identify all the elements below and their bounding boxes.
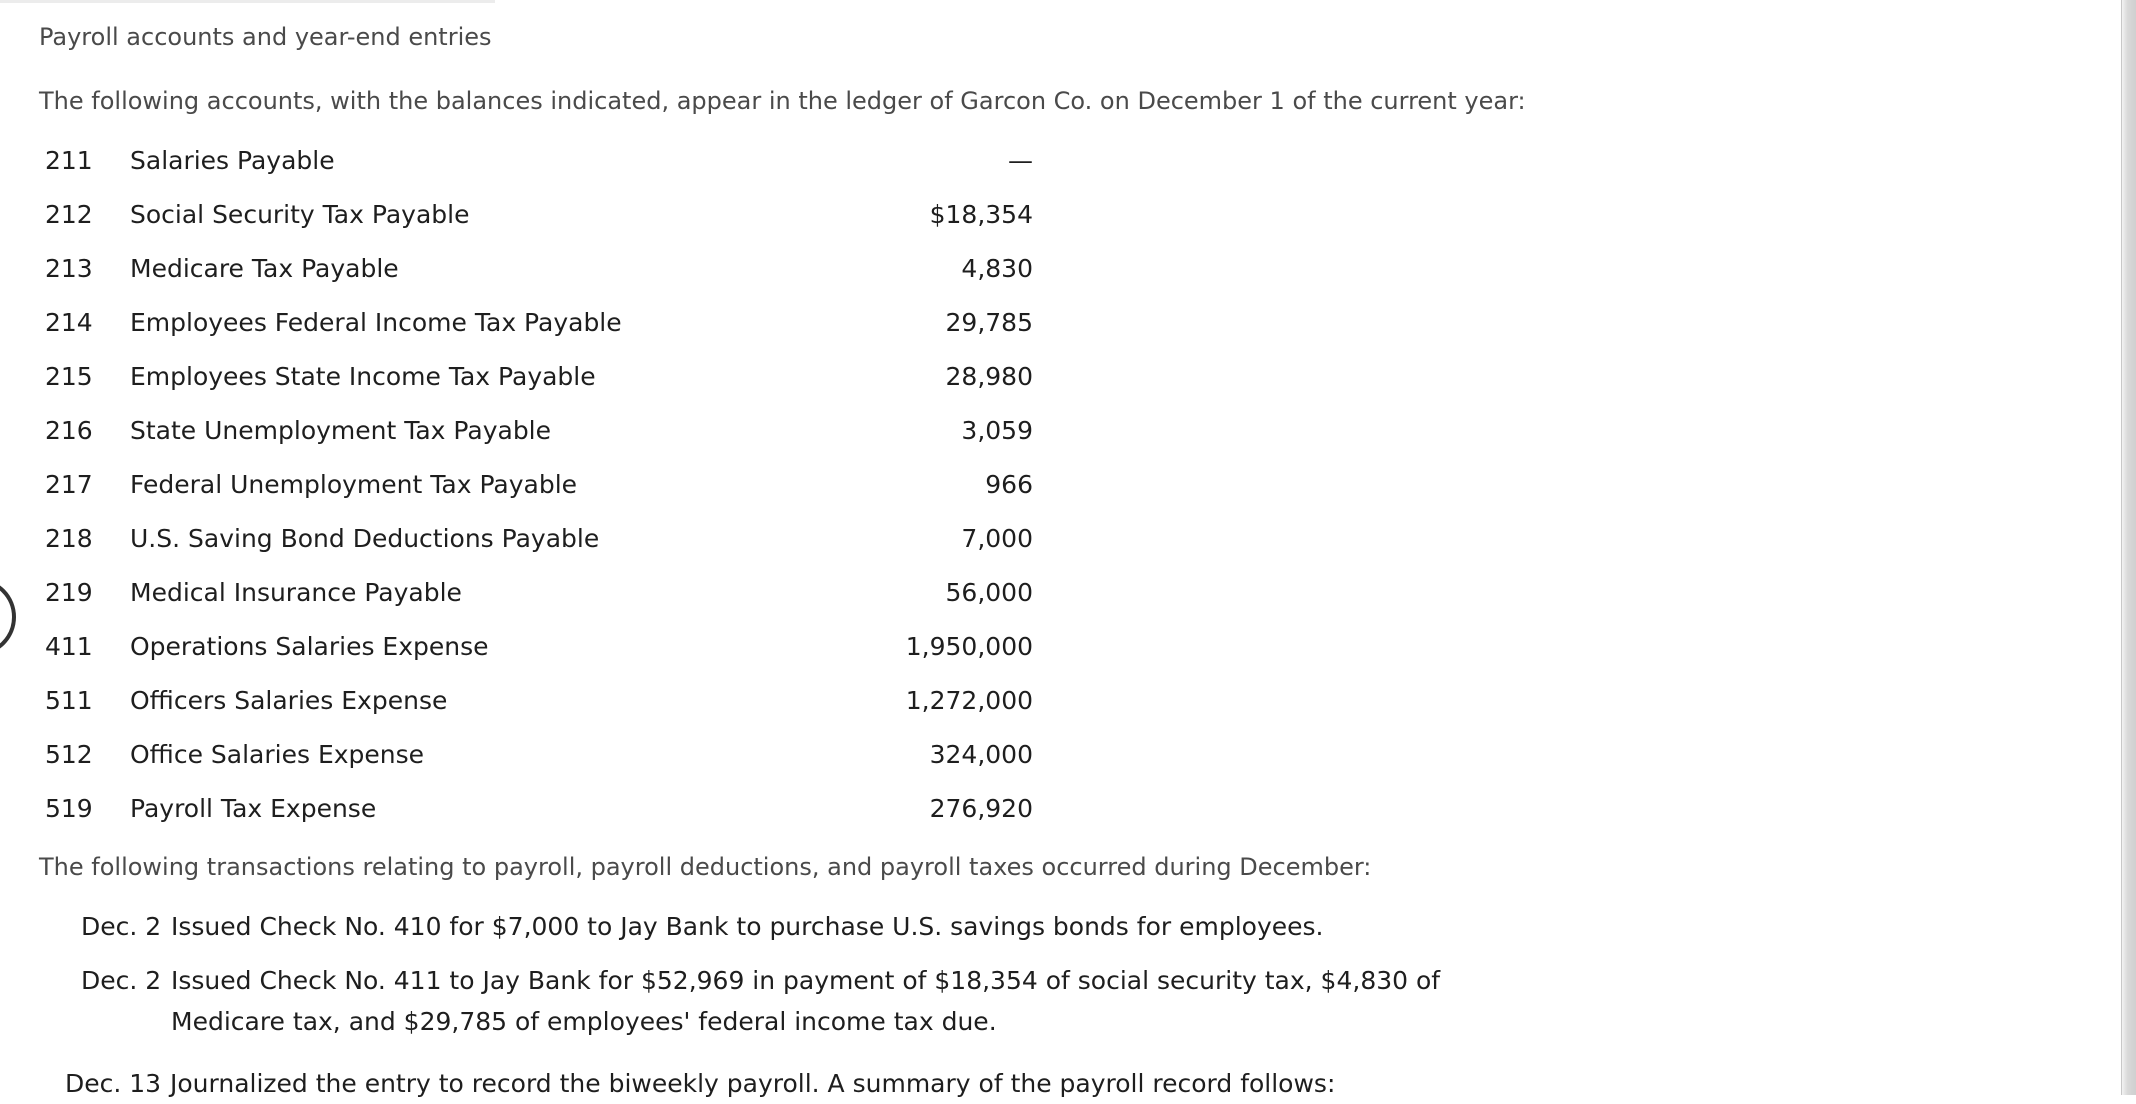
account-row	[0, 627, 1040, 667]
account-row	[0, 141, 1040, 181]
transaction-item-partial	[0, 1052, 2122, 1098]
account-number: 519	[45, 794, 93, 823]
account-row	[0, 519, 1040, 559]
account-number: 213	[45, 254, 93, 283]
account-name: U.S. Saving Bond Deductions Payable	[130, 524, 600, 553]
transactions-intro: The following transactions relating to payroll, payroll deductions, and payroll taxes occurred during December:	[39, 853, 1372, 881]
account-balance: 3,059	[961, 416, 1033, 445]
account-row	[0, 249, 1040, 289]
transaction-date: Dec. 2	[81, 912, 162, 941]
account-balance: 1,272,000	[905, 686, 1033, 715]
account-number: 219	[45, 578, 93, 607]
account-number: 411	[45, 632, 93, 661]
account-row	[0, 195, 1040, 235]
page-title: Payroll accounts and year-end entries	[39, 23, 492, 51]
page-edge-shadow	[2122, 0, 2136, 1095]
account-name: Social Security Tax Payable	[130, 200, 470, 229]
account-row	[0, 573, 1040, 613]
account-name: Operations Salaries Expense	[130, 632, 489, 661]
account-number: 512	[45, 740, 93, 769]
account-number: 218	[45, 524, 93, 553]
account-balance: 56,000	[945, 578, 1033, 607]
account-name: Medical Insurance Payable	[130, 578, 462, 607]
account-number: 214	[45, 308, 93, 337]
transaction-date: Dec. 13	[65, 1069, 162, 1098]
account-row	[0, 465, 1040, 505]
account-number: 511	[45, 686, 93, 715]
account-balance: 966	[985, 470, 1033, 499]
account-number: 216	[45, 416, 93, 445]
intro-paragraph: The following accounts, with the balances indicated, appear in the ledger of Garcon Co. on December 1 of the current year:	[39, 87, 1526, 115]
account-name: Medicare Tax Payable	[130, 254, 399, 283]
account-number: 212	[45, 200, 93, 229]
account-balance: —	[1008, 146, 1033, 175]
transaction-text: Issued Check No. 410 for $7,000 to Jay Bank to purchase U.S. savings bonds for employees.	[171, 912, 1324, 941]
account-row	[0, 357, 1040, 397]
account-name: Federal Unemployment Tax Payable	[130, 470, 578, 499]
account-balance: 28,980	[945, 362, 1033, 391]
transaction-text-continued: Medicare tax, and $29,785 of employees' federal income tax due.	[171, 1007, 997, 1036]
account-name: Office Salaries Expense	[130, 740, 425, 769]
account-name: Officers Salaries Expense	[130, 686, 448, 715]
account-row	[0, 411, 1040, 451]
account-name: Payroll Tax Expense	[130, 794, 377, 823]
account-row	[0, 789, 1040, 829]
account-balance: $18,354	[929, 200, 1033, 229]
account-row	[0, 303, 1040, 343]
top-divider	[0, 0, 495, 3]
account-balance: 7,000	[961, 524, 1033, 553]
account-number: 215	[45, 362, 93, 391]
transaction-text: Issued Check No. 411 to Jay Bank for $52,969 in payment of $18,354 of social security tax, $4,830 of	[171, 966, 1441, 995]
account-balance: 324,000	[929, 740, 1033, 769]
account-row	[0, 681, 1040, 721]
account-balance: 276,920	[929, 794, 1033, 823]
transaction-date: Dec. 2	[81, 966, 162, 995]
account-balance: 29,785	[945, 308, 1033, 337]
account-balance: 1,950,000	[905, 632, 1033, 661]
account-name: State Unemployment Tax Payable	[130, 416, 552, 445]
account-balance: 4,830	[961, 254, 1033, 283]
account-name: Employees State Income Tax Payable	[130, 362, 596, 391]
account-row	[0, 735, 1040, 775]
account-name: Salaries Payable	[130, 146, 335, 175]
transaction-text: Journalized the entry to record the biweekly payroll. A summary of the payroll record follows:	[170, 1069, 1336, 1098]
account-name: Employees Federal Income Tax Payable	[130, 308, 622, 337]
account-number: 211	[45, 146, 93, 175]
account-number: 217	[45, 470, 93, 499]
